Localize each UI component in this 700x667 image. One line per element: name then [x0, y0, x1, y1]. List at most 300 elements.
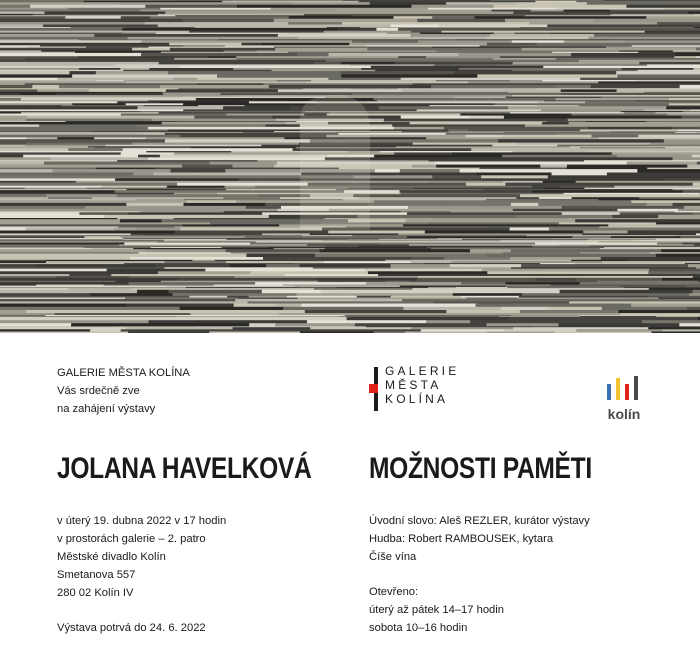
artwork-stripe [106, 254, 247, 258]
artwork-stripe [26, 119, 153, 122]
artwork-stripe [178, 278, 317, 281]
artwork-stripe [155, 264, 231, 267]
artwork-stripe [126, 203, 184, 206]
artwork-stripe [0, 81, 127, 83]
artwork-stripe [0, 119, 27, 122]
artwork-stripe [502, 135, 592, 138]
artwork-stripe [411, 5, 494, 8]
artwork-stripe [436, 165, 541, 168]
artwork-stripe [639, 62, 700, 65]
artwork-stripe [0, 269, 108, 272]
artwork-stripe [617, 155, 693, 158]
artwork-stripe [391, 296, 463, 298]
artwork-stripe [0, 301, 116, 303]
artwork-stripe [583, 231, 628, 234]
artwork-stripe [0, 317, 173, 321]
artwork-stripe [0, 313, 56, 315]
artwork-stripe [0, 310, 27, 313]
artwork-stripe [412, 165, 437, 168]
artwork-stripe [0, 89, 38, 92]
artwork-stripe [678, 209, 700, 212]
artwork-stripe [96, 71, 169, 75]
artwork-stripe [666, 106, 700, 110]
artwork-stripe [170, 98, 197, 101]
artwork-stripe [390, 25, 439, 28]
artwork-stripe [402, 299, 536, 302]
artwork-stripe [493, 58, 557, 60]
artwork-stripe [478, 313, 621, 315]
artwork-stripe [620, 286, 687, 288]
artwork-stripe [146, 249, 227, 252]
artwork-stripe [71, 323, 250, 326]
artwork-stripe [122, 28, 296, 31]
artwork-stripe [568, 119, 700, 122]
artwork-stripe [233, 327, 312, 329]
artwork-stripe [448, 129, 469, 131]
city-bar-3 [625, 384, 629, 400]
artwork-stripe [487, 43, 537, 46]
artwork-stripe [237, 5, 413, 8]
artwork-stripe [522, 293, 691, 296]
artwork-stripe [560, 290, 694, 294]
artwork-stripe [141, 40, 237, 43]
artwork-stripe [293, 2, 371, 5]
artwork-stripe [205, 269, 366, 272]
artwork-stripe [249, 296, 288, 298]
artwork-stripe [620, 66, 700, 69]
artwork-stripe [392, 124, 526, 127]
artwork-stripe [384, 119, 569, 122]
artwork-stripe [0, 2, 119, 5]
artwork-stripe [542, 122, 570, 125]
artwork-stripe [154, 173, 303, 176]
artwork-stripe [366, 282, 462, 285]
artwork-stripe [48, 197, 93, 199]
artwork-stripe [278, 89, 380, 92]
artwork-stripe [403, 224, 442, 226]
artwork-stripe [418, 276, 595, 278]
artwork-stripe [687, 307, 700, 311]
artwork-stripe [405, 332, 488, 334]
artwork-stripe [117, 194, 226, 197]
artwork-stripe [538, 101, 586, 103]
artwork-stripe [310, 327, 412, 329]
artwork-stripe [374, 200, 447, 203]
artwork-stripe [0, 219, 121, 222]
artwork-stripe [410, 122, 543, 125]
artwork-stripe [352, 40, 419, 43]
artwork-stripe [0, 175, 99, 178]
artwork-stripe [169, 290, 263, 294]
artwork-stripe [168, 129, 315, 131]
artwork-stripe [289, 16, 395, 19]
artwork-stripe [0, 271, 159, 274]
artwork-stripe [647, 64, 700, 66]
artwork-stripe [0, 181, 77, 183]
artwork-stripe [679, 323, 700, 326]
artwork-stripe [0, 224, 184, 226]
artwork-stripe [435, 162, 502, 165]
artwork-stripe [468, 81, 599, 83]
city-bar-2 [616, 378, 620, 400]
artwork-stripe [669, 98, 700, 101]
artwork-stripe [307, 320, 427, 323]
artwork-stripe [21, 98, 171, 101]
artwork-stripe [627, 162, 698, 165]
artwork-stripe [0, 162, 45, 165]
artwork-stripe [588, 127, 673, 130]
artwork-stripe [233, 68, 362, 70]
artwork-stripe [314, 62, 342, 65]
artwork-stripe [657, 22, 700, 25]
artwork-stripe [470, 249, 512, 252]
artwork-stripe [693, 183, 700, 186]
artwork-stripe [95, 209, 279, 212]
artwork-stripe [622, 28, 700, 31]
artwork-stripe [376, 28, 399, 31]
artwork-stripe [307, 81, 470, 83]
artwork-stripe [320, 249, 471, 252]
opening-hours-label: Otevřeno: [369, 586, 419, 598]
artwork-stripe [460, 169, 639, 173]
artwork-stripe [434, 301, 570, 303]
artwork-stripe [263, 257, 413, 260]
artwork-stripe [475, 16, 648, 19]
artwork-stripe [25, 83, 65, 85]
artwork-stripe [561, 93, 700, 95]
artwork-stripe [130, 257, 264, 260]
artwork-stripe [0, 48, 133, 51]
artwork-stripe [0, 106, 139, 110]
artwork-stripe [686, 286, 700, 288]
program-details [369, 512, 689, 637]
artwork-stripe [374, 98, 557, 101]
artwork-stripe [79, 212, 129, 215]
artwork-stripe [221, 93, 353, 95]
artwork-stripe [575, 219, 700, 222]
artwork-stripe [107, 269, 207, 272]
artwork-stripe [279, 313, 371, 315]
artwork-stripe [0, 290, 138, 294]
artwork-stripe [0, 22, 146, 25]
artwork-stripe [137, 290, 169, 294]
artwork-stripe [561, 186, 616, 188]
artwork-stripe [296, 293, 453, 296]
artwork-stripe [510, 228, 550, 231]
artwork-stripe [501, 240, 589, 242]
artwork-stripe [623, 40, 700, 43]
artwork-stripe [368, 101, 540, 103]
opening-hours-weekdays: úterý až pátek 14–17 hodin [369, 604, 504, 616]
artwork-stripe [165, 12, 343, 15]
artwork-stripe [0, 249, 147, 252]
artwork-stripe [413, 143, 519, 145]
artwork-stripe [227, 114, 306, 116]
artwork-stripe [505, 19, 595, 23]
artwork-stripe [283, 307, 404, 311]
artwork-stripe [0, 228, 27, 231]
event-venue: v prostorách galerie – 2. patro [57, 533, 206, 545]
artwork-stripe [0, 194, 47, 197]
artwork-stripe [0, 206, 86, 209]
artwork-stripe [453, 293, 523, 296]
artwork-stripe [411, 327, 514, 329]
music-performer: Hudba: Robert RAMBOUSEK, kytara [369, 533, 554, 545]
artwork-stripe [378, 274, 442, 276]
artwork-stripe [0, 93, 21, 95]
artwork-stripe [37, 89, 89, 92]
artwork-stripe [444, 127, 589, 130]
artwork-stripe [357, 296, 392, 298]
artwork-stripe [593, 95, 700, 97]
artwork-stripe [121, 114, 228, 116]
artwork-stripe [543, 66, 621, 69]
artwork-stripe [0, 124, 40, 127]
artwork-stripe [26, 310, 179, 313]
artwork-stripe [178, 310, 306, 313]
artwork-stripe [53, 169, 172, 173]
artwork-stripe [460, 114, 516, 116]
artwork-stripe [126, 81, 308, 83]
artwork-stripe [406, 219, 577, 222]
artwork-stripe [675, 53, 700, 57]
artwork-stripe [516, 215, 613, 218]
artwork-stripe [300, 264, 392, 267]
artwork-stripe [131, 233, 263, 235]
event-details [57, 512, 347, 637]
artwork-stripe [487, 323, 560, 326]
artwork-stripe [513, 209, 619, 212]
artwork-stripe [233, 165, 276, 168]
artwork-stripe [166, 286, 295, 288]
artwork-stripe [248, 301, 435, 303]
artwork-stripe [683, 190, 700, 193]
artwork-stripe [450, 264, 522, 267]
artwork-stripe [564, 40, 624, 43]
artwork-stripe [691, 109, 700, 111]
artwork-stripe [121, 16, 151, 19]
artwork-stripe [68, 148, 123, 151]
artwork-stripe [55, 313, 192, 315]
artwork-stripe [0, 222, 133, 224]
artwork-stripe [413, 83, 540, 85]
artwork-stripe [148, 157, 326, 160]
artwork-stripe [341, 74, 478, 78]
artwork-stripe [627, 260, 700, 262]
artwork-stripe [412, 257, 446, 260]
artwork-stripe [329, 53, 460, 57]
artwork-stripe [539, 83, 562, 85]
artwork-stripe [520, 194, 570, 197]
artwork-stripe [461, 282, 506, 285]
artwork-stripe [26, 116, 195, 119]
artwork-stripe [513, 62, 641, 65]
artwork-stripe [90, 293, 173, 296]
artwork-stripe [638, 135, 700, 138]
artwork-stripe [432, 16, 475, 19]
artwork-stripe [162, 122, 287, 125]
artwork-stripe [149, 246, 326, 248]
artwork-stripe [0, 190, 116, 193]
artwork-stripe [342, 22, 531, 25]
artwork-stripe [171, 169, 227, 173]
artwork-stripe [693, 276, 700, 278]
artwork-stripe [693, 290, 700, 294]
artwork-stripe [57, 78, 175, 81]
artwork-stripe [673, 203, 700, 206]
artwork-stripe [0, 323, 72, 326]
artwork-stripe [355, 323, 488, 326]
artwork-stripe [135, 124, 266, 127]
artwork-stripe [530, 10, 564, 12]
artwork-stripe [0, 83, 26, 85]
artwork-stripe [654, 60, 700, 62]
artwork-stripe [370, 313, 479, 315]
artwork-stripe [0, 240, 165, 242]
artwork-stripe [374, 332, 406, 334]
artwork-stripe [506, 282, 581, 285]
artwork-stripe [691, 299, 700, 302]
artwork-stripe [0, 157, 52, 160]
artwork-stripe [565, 71, 618, 75]
artwork-stripe [298, 37, 487, 40]
artwork-stripe [401, 116, 472, 119]
artwork-stripe [226, 249, 321, 252]
artwork-stripe [0, 114, 122, 116]
exhibition-duration: Výstava potrvá do 24. 6. 2022 [57, 622, 206, 634]
artwork-stripe [470, 320, 643, 323]
gallery-logo-line-2: MĚSTA [385, 378, 442, 392]
wine-note: Číše vína [369, 551, 417, 563]
artwork-stripe [576, 329, 663, 332]
artwork-stripe [385, 260, 572, 262]
artwork-stripe [400, 190, 534, 193]
artwork-stripe [294, 286, 400, 288]
artwork-stripe [94, 34, 279, 37]
artwork-stripe [0, 329, 91, 332]
artwork-stripe [525, 124, 700, 127]
artwork-stripe [347, 317, 510, 321]
artwork-stripe [487, 332, 556, 334]
artwork-stripe [124, 243, 251, 245]
artwork-stripe [408, 206, 563, 209]
artwork-stripe [126, 327, 233, 329]
artwork-stripe [569, 194, 700, 197]
gallery-logo-line-1: GALERIE [385, 364, 460, 378]
artwork-stripe [0, 95, 114, 97]
invite-line-1: Vás srdečně zve [57, 385, 140, 397]
artwork-stripe [662, 278, 700, 281]
artwork-stripe [0, 178, 116, 181]
artwork-stripe [592, 135, 640, 138]
artwork-stripe [379, 89, 402, 92]
artwork-stripe [515, 114, 573, 116]
artwork-stripe [487, 271, 649, 274]
artwork-stripe [602, 307, 688, 311]
artwork-stripe [353, 194, 521, 197]
artwork-stripe [275, 48, 368, 51]
artwork-stripe [540, 165, 568, 168]
artwork-stripe [0, 254, 107, 258]
artwork-stripe [111, 274, 285, 276]
artwork-stripe [275, 304, 302, 308]
artwork-stripe [0, 19, 183, 23]
artwork-stripe [148, 127, 256, 130]
artwork-stripe [167, 186, 226, 188]
artwork-stripe [79, 299, 237, 302]
artwork-stripe [598, 81, 700, 83]
artwork-stripe [616, 71, 700, 75]
artwork-stripe [0, 14, 34, 16]
artwork-stripe [129, 282, 257, 285]
artwork-stripe [576, 278, 663, 281]
artwork-stripe [0, 186, 103, 188]
artwork-stripe [182, 19, 274, 23]
artwork-stripe [33, 14, 159, 16]
artwork-stripe [0, 116, 27, 119]
artwork-stripe [652, 332, 700, 334]
artwork-stripe [0, 173, 134, 176]
artwork-stripe [682, 243, 700, 245]
artwork-stripe [225, 186, 257, 188]
artwork-stripe [322, 240, 350, 242]
artwork-stripe [26, 143, 133, 145]
artwork-stripe [0, 332, 129, 334]
artwork-stripe [46, 261, 166, 263]
artwork-stripe [0, 212, 80, 215]
artwork-stripe [141, 53, 299, 57]
artwork-stripe [0, 135, 181, 138]
artwork-stripe [59, 85, 161, 89]
artwork-stripe [158, 25, 340, 28]
artwork-stripe [627, 5, 700, 8]
artwork-stripe [189, 296, 228, 298]
artwork-stripe [650, 143, 700, 145]
artwork-stripe [664, 139, 700, 143]
artwork-stripe [489, 157, 674, 160]
artwork-stripe [591, 85, 681, 89]
artwork-stripe [90, 329, 122, 332]
artwork-stripe [174, 78, 199, 81]
artwork-stripe [250, 243, 380, 245]
artwork-stripe [184, 203, 267, 206]
artwork-stripe [641, 148, 700, 151]
artwork-stripe [0, 282, 130, 285]
artwork-stripe [508, 106, 667, 110]
artwork-stripe [287, 296, 358, 298]
artwork-stripe [617, 209, 679, 212]
artwork-stripe [395, 58, 494, 60]
artwork-stripe [569, 122, 700, 125]
artwork-stripe [39, 124, 136, 127]
artwork-stripe [403, 307, 502, 311]
artwork-stripe [494, 103, 533, 105]
artwork-stripe [253, 66, 371, 69]
artwork-stripe [0, 152, 122, 155]
artwork-stripe [175, 231, 329, 234]
artwork-stripe [192, 260, 216, 262]
artwork-stripe [426, 320, 471, 323]
artwork-stripe [167, 60, 326, 62]
artwork-stripe [379, 243, 536, 245]
artwork-stripe [476, 173, 552, 176]
artwork-stripe [532, 190, 684, 193]
artwork-stripe [582, 233, 697, 235]
artwork-stripe [278, 34, 412, 37]
artwork-stripe [543, 181, 577, 183]
artwork-stripe [648, 296, 700, 298]
artwork-stripe [454, 71, 566, 75]
